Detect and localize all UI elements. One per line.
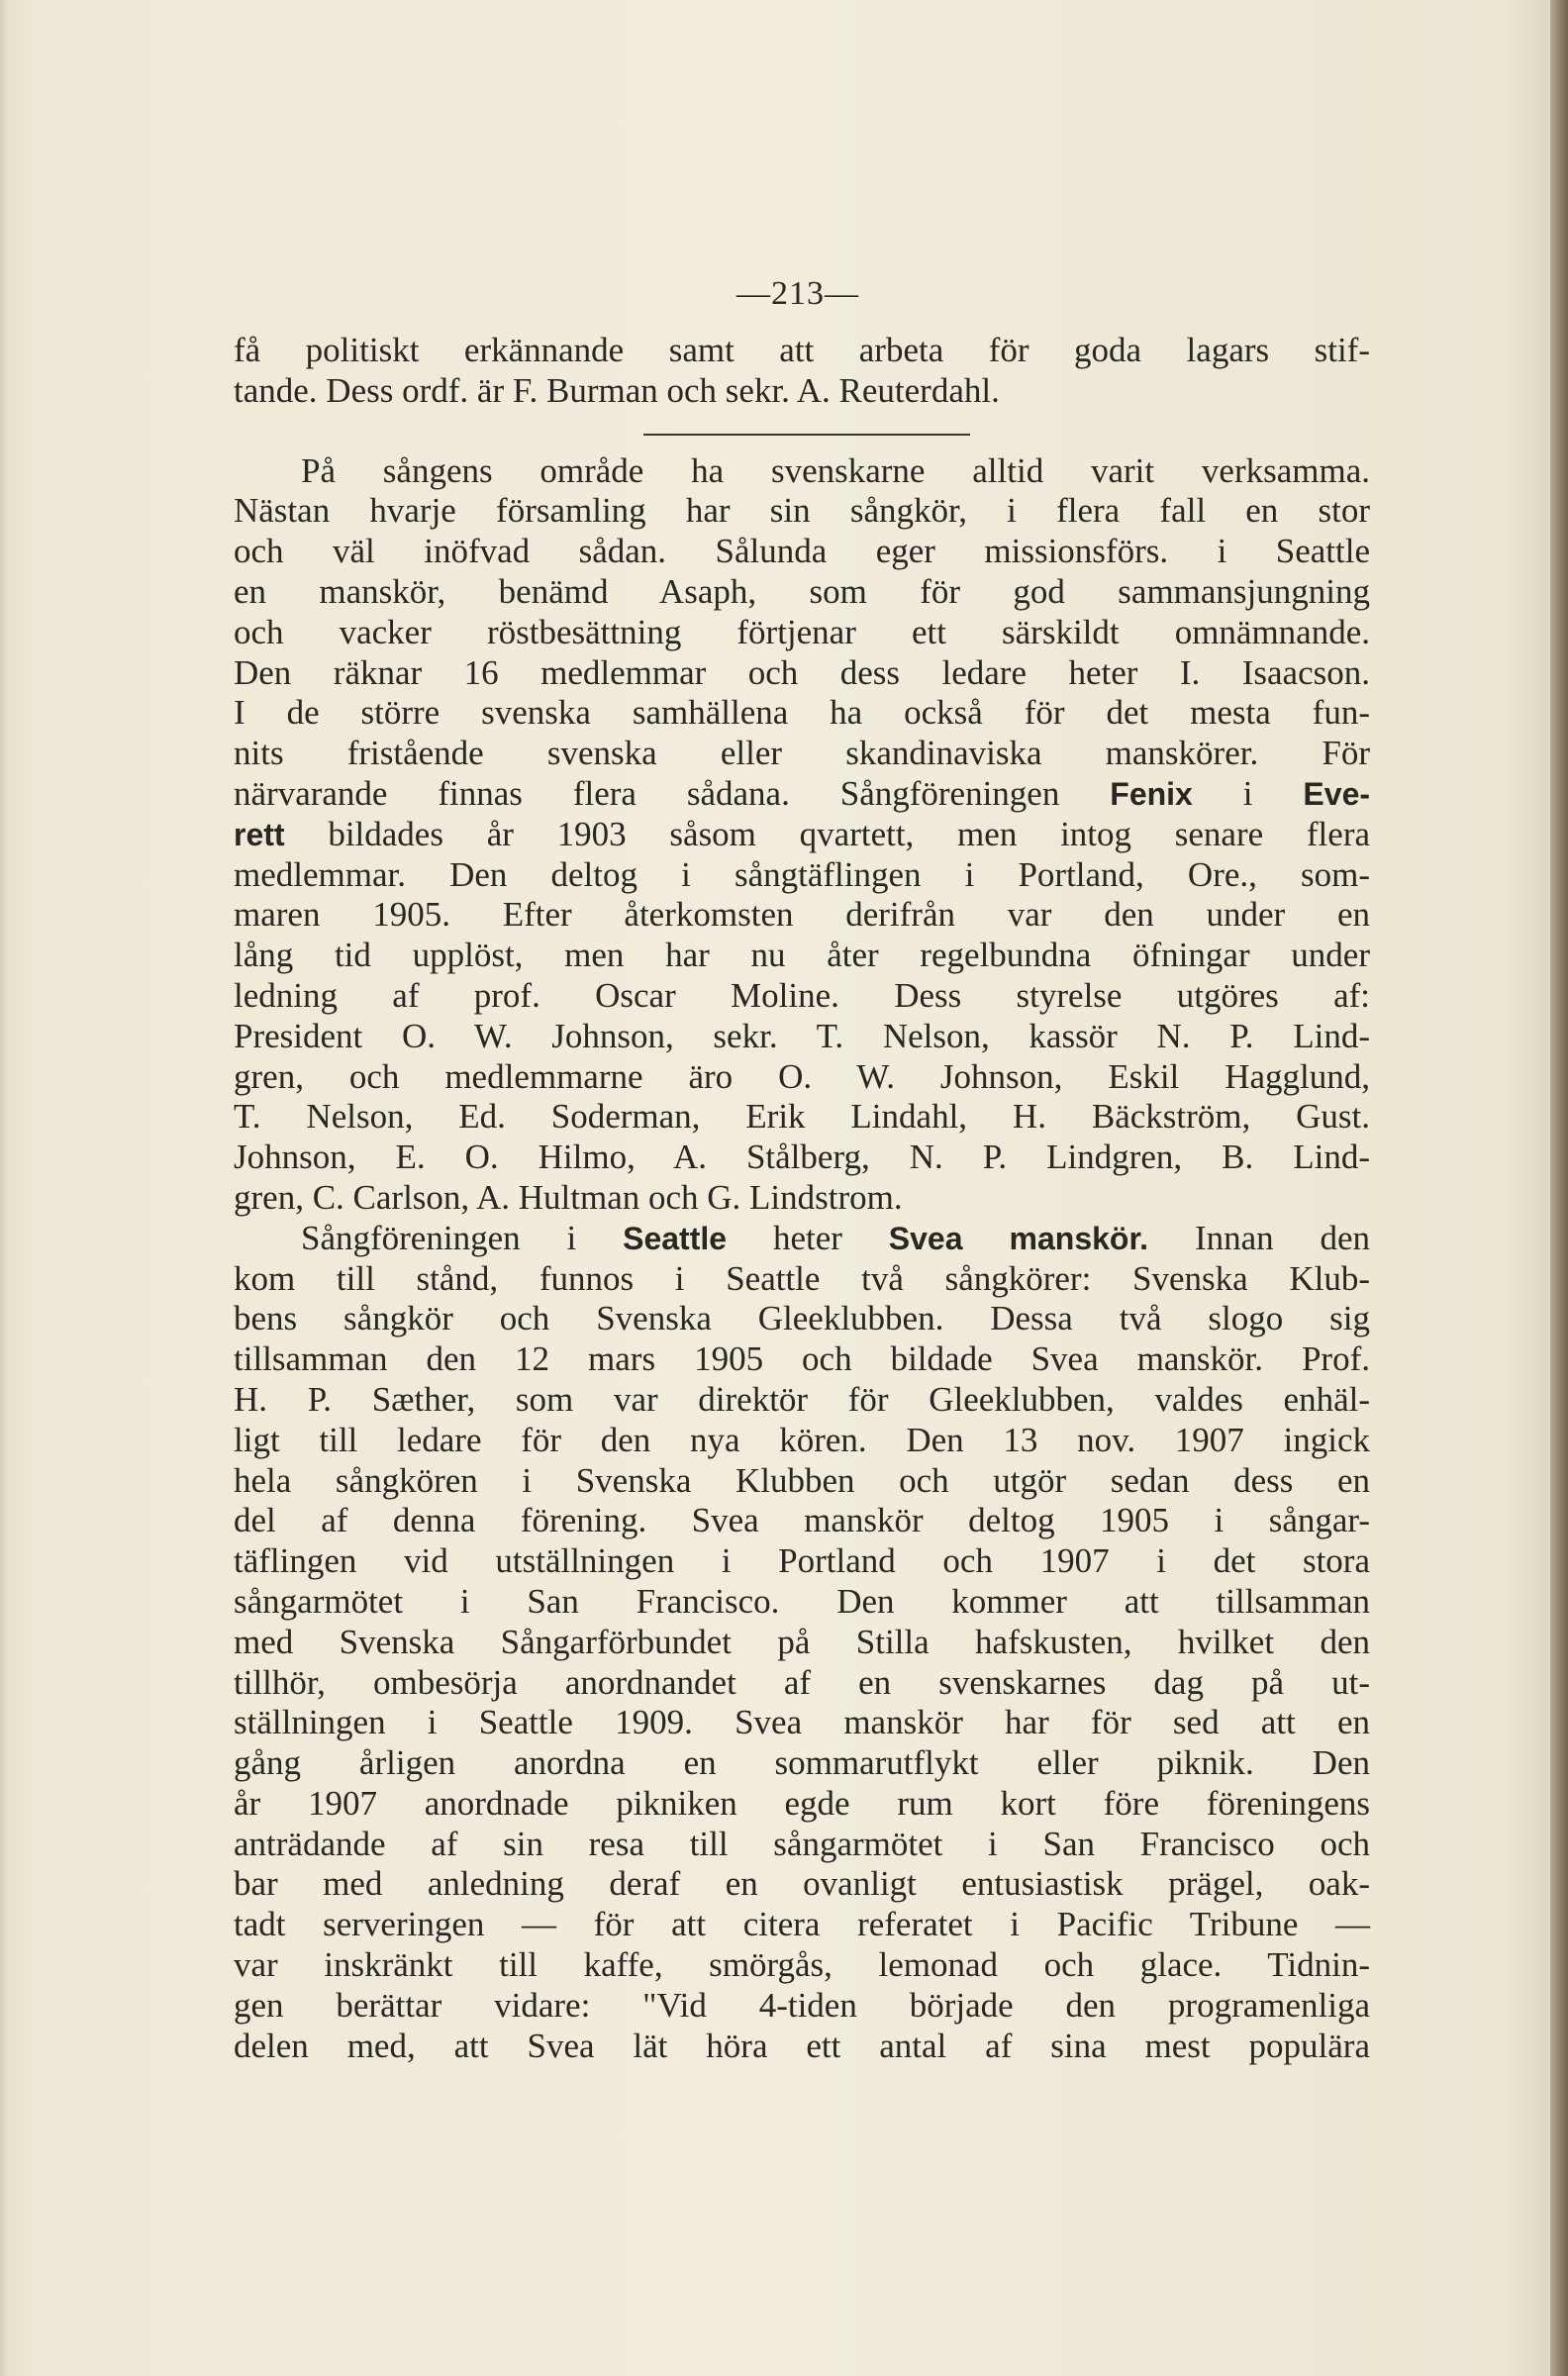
paragraph-3 — [234, 1219, 1370, 2067]
text-line: ställningen i Seattle 1909. Svea manskör har för sed att en — [234, 1703, 1370, 1742]
text-line: tadt serveringen — för att citera referatet i Pacific Tribune — — [234, 1905, 1370, 1944]
text-line: kom till stånd, funnos i Seattle två sångkörer: Svenska Klub- — [234, 1258, 1370, 1298]
page-right-edge — [1550, 0, 1568, 2376]
text-line: T. Nelson, Ed. Soderman, Erik Lindahl, H. Bäckström, Gust. — [234, 1097, 1370, 1137]
text-segment: närvarande finnas flera sådana. Sångföreningen — [234, 773, 1060, 813]
text-line: och vacker röstbesättning förtjenar ett särskildt omnämnande. — [234, 612, 1370, 651]
bold-name-fenix: Fenix — [1110, 775, 1193, 812]
text-line: täflingen vid utställningen i Portland och 1907 i det stora — [234, 1541, 1370, 1581]
text-line: med Svenska Sångarförbundet på Stilla hafskusten, hvilket den — [234, 1622, 1370, 1661]
bold-name-svea-manskor: Svea manskör. — [888, 1220, 1149, 1256]
text-segment: Innan den — [1194, 1218, 1371, 1257]
text-line: Nästan hvarje församling har sin sångkör, i flera fall en stor — [234, 491, 1370, 531]
text-line: Den räknar 16 medlemmar och dess ledare heter I. Isaacson. — [234, 652, 1370, 692]
text-line: tande. Dess ordf. är F. Burman och sekr. A. Reuterdahl. — [234, 370, 1000, 410]
text-line: H. P. Sæther, som var direktör för Gleeklubben, valdes enhäl- — [234, 1379, 1370, 1419]
text-line: nits fristående svenska eller skandinaviska manskörer. För — [234, 734, 1370, 773]
text-segment: i — [1242, 773, 1253, 813]
text-line: anträdande af sin resa till sångarmötet i San Francisco och — [234, 1824, 1370, 1863]
paragraph-1 — [234, 331, 1370, 412]
text-line-fenix — [234, 774, 1370, 815]
page-number: —213— — [736, 275, 859, 312]
text-line: en manskör, benämd Asaph, som för god sammansjungning — [234, 571, 1370, 611]
text-line: och väl inöfvad sådan. Sålunda eger missionsförs. i Seattle — [234, 532, 1370, 571]
text-line: gren, C. Carlson, A. Hultman och G. Lindstrom. — [234, 1177, 903, 1217]
bold-name-seattle: Seattle — [623, 1220, 728, 1256]
text-line: sångarmötet i San Francisco. Den kommer att tillsamman — [234, 1581, 1370, 1621]
text-line: maren 1905. Efter återkomsten derifrån var den under en — [234, 895, 1370, 935]
text-line: delen med, att Svea lät höra ett antal af sina mest populära — [234, 2026, 1370, 2065]
text-line: ledning af prof. Oscar Moline. Dess styrelse utgöres af: — [234, 975, 1370, 1015]
text-segment: bildades år 1903 såsom qvartett, men intog senare flera — [328, 814, 1371, 853]
text-line: år 1907 anordnade pikniken egde rum kort före föreningens — [234, 1783, 1370, 1823]
text-line: hela sångkören i Svenska Klubben och utgör sedan dess en — [234, 1460, 1370, 1500]
text-line: gen berättar vidare: "Vid 4-tiden började den programenliga — [234, 1985, 1370, 2025]
text-line: gång årligen anordna en sommarutflykt eller piknik. Den — [234, 1743, 1370, 1783]
text-line: I de större svenska samhällena ha också för det mesta fun- — [234, 693, 1370, 733]
text-line: var inskränkt till kaffe, smörgås, lemonad och glace. Tidnin- — [234, 1945, 1370, 1985]
bold-name-everett: Eve- — [1303, 775, 1371, 812]
text-line: På sångens område ha svenskarne alltid varit verksamma. — [301, 450, 1370, 490]
bold-name-everett: rett — [234, 816, 285, 852]
text-line: gren, och medlemmarne äro O. W. Johnson, Eskil Hagglund, — [234, 1056, 1370, 1096]
body-text — [234, 331, 1370, 2066]
text-line-svea — [234, 1219, 1370, 1259]
text-line: tillhör, ombesörja anordnandet af en svenskarnes dag på ut- — [234, 1662, 1370, 1702]
text-segment: Sångföreningen i — [301, 1218, 577, 1257]
text-line: medlemmar. Den deltog i sångtäflingen i Portland, Ore., som- — [234, 854, 1370, 894]
text-line: tillsamman den 12 mars 1905 och bildade Svea manskör. Prof. — [234, 1339, 1370, 1379]
text-line: få politiskt erkännande samt att arbeta för goda lagars stif- — [234, 331, 1370, 369]
text-line: bar med anledning deraf en ovanligt entusiastisk prägel, oak- — [234, 1864, 1370, 1904]
section-divider — [643, 434, 970, 436]
text-line: Johnson, E. O. Hilmo, A. Stålberg, N. P. Lindgren, B. Lind- — [234, 1138, 1370, 1177]
paragraph-2 — [234, 451, 1370, 1219]
page-left-edge — [0, 0, 10, 2376]
text-line: del af denna förening. Svea manskör deltog 1905 i sångar- — [234, 1501, 1370, 1540]
text-line: ligt till ledare för den nya kören. Den 13 nov. 1907 ingick — [234, 1420, 1370, 1459]
text-line: President O. W. Johnson, sekr. T. Nelson, kassör N. P. Lind- — [234, 1016, 1370, 1055]
text-line: bens sångkör och Svenska Gleeklubben. Dessa två slogo sig — [234, 1299, 1370, 1338]
text-line: lång tid upplöst, men har nu åter regelbundna öfningar under — [234, 936, 1370, 975]
text-line-everett — [234, 815, 1370, 855]
text-segment: heter — [772, 1218, 842, 1257]
